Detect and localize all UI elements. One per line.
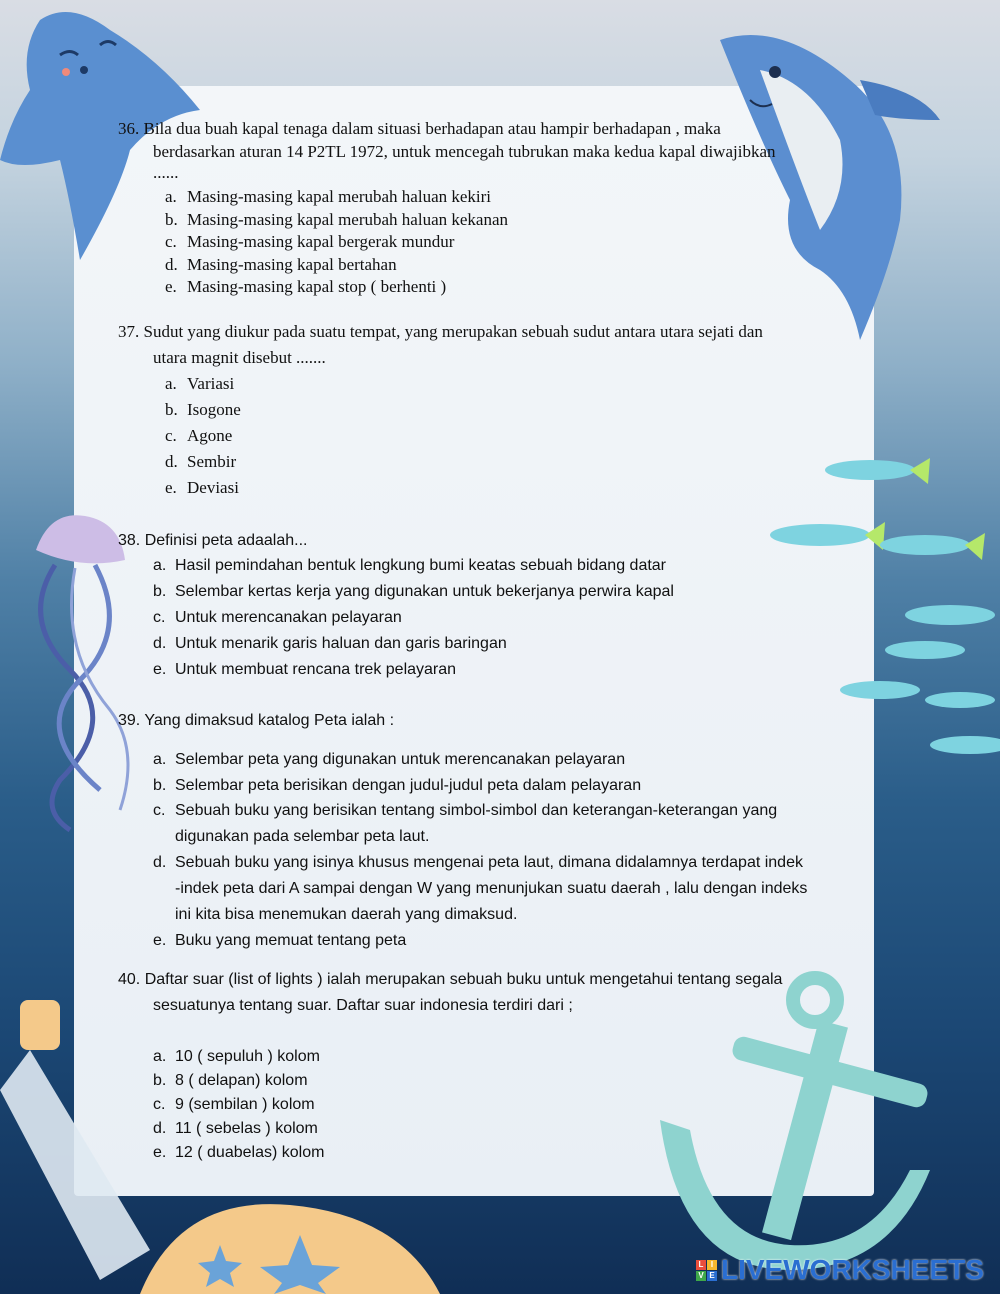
liveworksheets-wordmark: LIVEWORKSHEETS [721,1254,984,1285]
option-text: Selembar kertas kerja yang digunakan untuk bekerjanya perwira kapal [175,583,674,600]
question-text: Daftar suar (list of lights ) ialah merupakan sebuah buku untuk mengetahui tentang segala [144,971,783,988]
option-text: Masing-masing kapal merubah haluan kekiri [187,187,492,206]
option-a[interactable] [165,187,491,207]
option-text: Sebuah buku yang isinya khusus mengenai peta laut, dimana didalamnya terdapat indek [175,854,803,871]
option-a[interactable] [153,1048,320,1066]
option-a[interactable] [153,751,625,769]
question-38-line [118,532,307,550]
option-letter: e. [165,478,177,497]
question-text: Yang dimaksud katalog Peta ialah : [144,712,395,729]
question-text: Definisi peta adaalah... [144,532,308,549]
option-d[interactable] [165,255,397,275]
question-number: 36. [118,119,140,138]
option-d[interactable] [153,1120,318,1138]
option-e[interactable] [153,932,406,950]
option-d[interactable] [153,854,803,872]
option-letter: b. [153,777,167,794]
option-letter: e. [153,1144,167,1161]
option-d[interactable] [165,452,236,472]
logo-letter: I [707,1260,717,1270]
option-d-continued: -indek peta dari A sampai dengan W yang menunjukan suatu daerah , lalu dengan indeks [175,880,808,897]
option-letter: c. [153,1096,166,1113]
option-letter: c. [165,232,177,251]
option-letter: b. [153,583,167,600]
option-text: Selembar peta berisikan dengan judul-judul peta dalam pelayaran [175,777,642,794]
fish-school-illustration [760,440,1000,770]
option-text: Isogone [187,400,241,419]
jellyfish-illustration [0,510,170,840]
option-letter: b. [165,400,178,419]
option-letter: a. [153,1048,167,1065]
shark-illustration [700,20,1000,360]
option-letter: a. [165,187,177,206]
question-text: Bila dua buah kapal tenaga dalam situasi berhadapan atau hampir berhadapan , maka [143,119,721,138]
option-letter: c. [165,426,177,445]
option-letter: e. [153,661,167,678]
option-c[interactable] [153,1096,315,1114]
option-text: Deviasi [187,478,239,497]
option-c[interactable] [153,802,777,820]
option-letter: b. [153,1072,167,1089]
option-text: Untuk merencanakan pelayaran [175,609,402,626]
option-c[interactable] [165,232,454,252]
option-text: Sembir [187,452,237,471]
option-e[interactable] [153,1144,324,1162]
option-e[interactable] [165,478,239,498]
question-40-line: sesuatunya tentang suar. Daftar suar indonesia terdiri dari ; [153,997,573,1014]
option-letter: a. [153,751,167,768]
option-letter: b. [165,210,178,229]
option-a[interactable] [165,374,234,394]
option-c[interactable] [153,609,402,627]
option-letter: d. [153,1120,167,1137]
option-letter: c. [153,609,166,626]
question-number: 38. [118,532,141,549]
question-text: Sudut yang diukur pada suatu tempat, yang merupakan sebuah sudut antara utara sejati dan [143,322,763,341]
option-letter: d. [153,854,167,871]
option-text: Selembar peta yang digunakan untuk merencanakan pelayaran [175,751,626,768]
option-d-continued: ini kita bisa menemukan daerah yang dimaksud. [175,906,518,923]
question-37-line [118,322,763,342]
logo-letter: L [696,1260,706,1270]
option-letter: e. [153,932,167,949]
option-text: Masing-masing kapal bertahan [187,255,397,274]
question-37-line: utara magnit disebut ....... [153,348,326,367]
question-number: 37. [118,322,140,341]
option-e[interactable] [153,661,456,679]
option-b[interactable] [153,777,641,795]
option-text: Buku yang memuat tentang peta [175,932,407,949]
liveworksheets-logo-icon [696,1260,717,1281]
option-text: 12 ( duabelas) kolom [175,1144,325,1161]
logo-letter: E [707,1271,717,1281]
question-39-line [118,712,394,730]
option-text: Masing-masing kapal merubah haluan kekanan [187,210,509,229]
option-c-continued: digunakan pada selembar peta laut. [175,828,430,845]
option-letter: d. [153,635,167,652]
logo-letter: V [696,1271,706,1281]
question-36-line [118,119,721,139]
option-letter: c. [153,802,166,819]
liveworksheets-logo[interactable] [696,1256,984,1284]
option-text: Variasi [187,374,235,393]
option-text: Masing-masing kapal bergerak mundur [187,232,455,251]
option-letter: a. [153,557,167,574]
option-b[interactable] [153,583,674,601]
option-text: 11 ( sebelas ) kolom [175,1120,318,1137]
option-letter: e. [165,277,177,296]
question-36-line: ...... [153,163,179,182]
question-number: 39. [118,712,141,729]
option-d[interactable] [153,635,507,653]
option-text: Hasil pemindahan bentuk lengkung bumi keatas sebuah bidang datar [175,557,667,574]
option-text: Agone [187,426,233,445]
anchor-illustration [640,970,940,1294]
question-40-line [118,971,782,989]
option-a[interactable] [153,557,666,575]
option-e[interactable] [165,277,446,297]
option-b[interactable] [153,1072,308,1090]
option-text: 10 ( sepuluh ) kolom [175,1048,320,1065]
option-text: 8 ( delapan) kolom [175,1072,308,1089]
option-b[interactable] [165,400,241,420]
question-36-line: berdasarkan aturan 14 P2TL 1972, untuk mencegah tubrukan maka kedua kapal diwajibkan [153,142,776,161]
question-number: 40. [118,971,141,988]
option-letter: d. [165,255,178,274]
option-text: Masing-masing kapal stop ( berhenti ) [187,277,447,296]
option-letter: d. [165,452,178,471]
option-text: 9 (sembilan ) kolom [175,1096,315,1113]
option-c[interactable] [165,426,232,446]
sand-and-starfish-illustration [140,1195,500,1294]
option-text: Untuk membuat rencana trek pelayaran [175,661,457,678]
option-text: Untuk menarik garis haluan dan garis baringan [175,635,507,652]
option-text: Sebuah buku yang berisikan tentang simbol-simbol dan keterangan-keterangan yang [175,802,778,819]
option-letter: a. [165,374,177,393]
option-b[interactable] [165,210,508,230]
